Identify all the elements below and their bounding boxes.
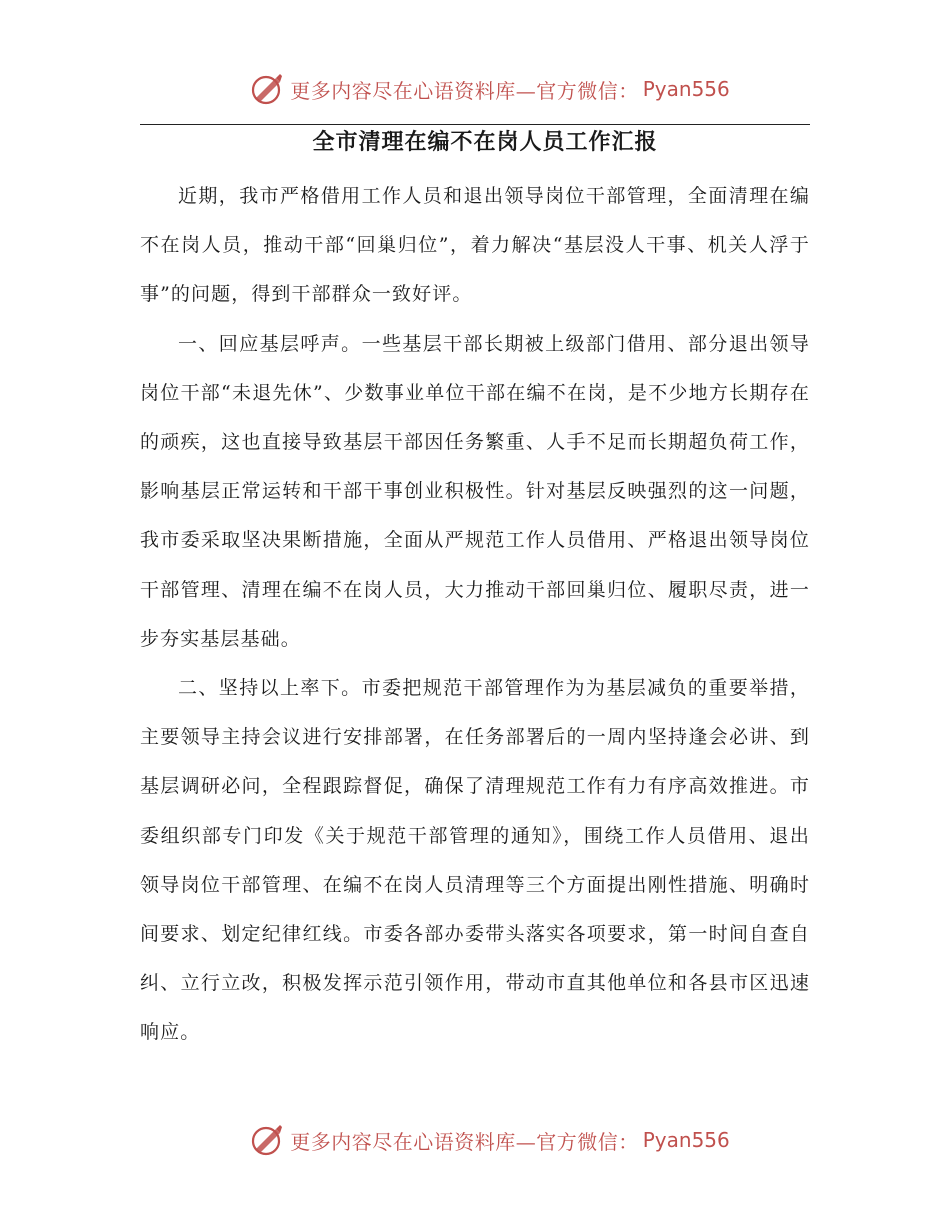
document-body (140, 172, 810, 1058)
pen-logo-icon (250, 72, 284, 106)
pen-logo-icon (250, 1123, 284, 1157)
paragraph-section-1: 一、回应基层呼声。一些基层干部长期被上级部门借用、部分退出领导岗位干部“未退先休”、少数事业单位干部在编不在岗，是不少地方长期存在的顽疾，这也直接导致基层干部因任务繁重、人手不足而长期超负荷工作，影响基层正常运转和干部干事创业积极性。针对基层反映强烈的这一问题，我市委采取坚决果断措施，全面从严规范工作人员借用、严格退出领导岗位干部管理、清理在编不在岗人员，大力推动干部回巢归位、履职尽责，进一步夯实基层基础。 (140, 332, 810, 650)
footer-watermark (0, 1120, 950, 1160)
document-title: 全市清理在编不在岗人员工作汇报 (312, 130, 658, 155)
header-watermark (0, 69, 950, 109)
watermark-wechat-id: Pyan556 (642, 77, 730, 101)
paragraph-intro: 近期，我市严格借用工作人员和退出领导岗位干部管理，全面清理在编不在岗人员，推动干部“回巢归位”，着力解决“基层没人干事、机关人浮于事”的问题，得到干部群众一致好评。 (140, 185, 810, 306)
header-divider (140, 124, 810, 125)
watermark-text: 更多内容尽在心语资料库—官方微信： (290, 1129, 639, 1154)
paragraph-section-2: 二、坚持以上率下。市委把规范干部管理作为为基层减负的重要举措，主要领导主持会议进行安排部署，在任务部署后的一周内坚持逢会必讲、到基层调研必问，全程跟踪督促，确保了清理规范工作有力有序高效推进。市委组织部专门印发《关于规范干部管理的通知》，围绕工作人员借用、退出领导岗位干部管理、在编不在岗人员清理等三个方面提出刚性措施、明确时间要求、划定纪律红线。市委各部办委带头落实各项要求，第一时间自查自纠、立行立改，积极发挥示范引领作用，带动市直其他单位和各县市区迅速响应。 (140, 677, 810, 1044)
watermark-text: 更多内容尽在心语资料库—官方微信： (290, 78, 639, 103)
watermark-wechat-id: Pyan556 (642, 1128, 730, 1152)
